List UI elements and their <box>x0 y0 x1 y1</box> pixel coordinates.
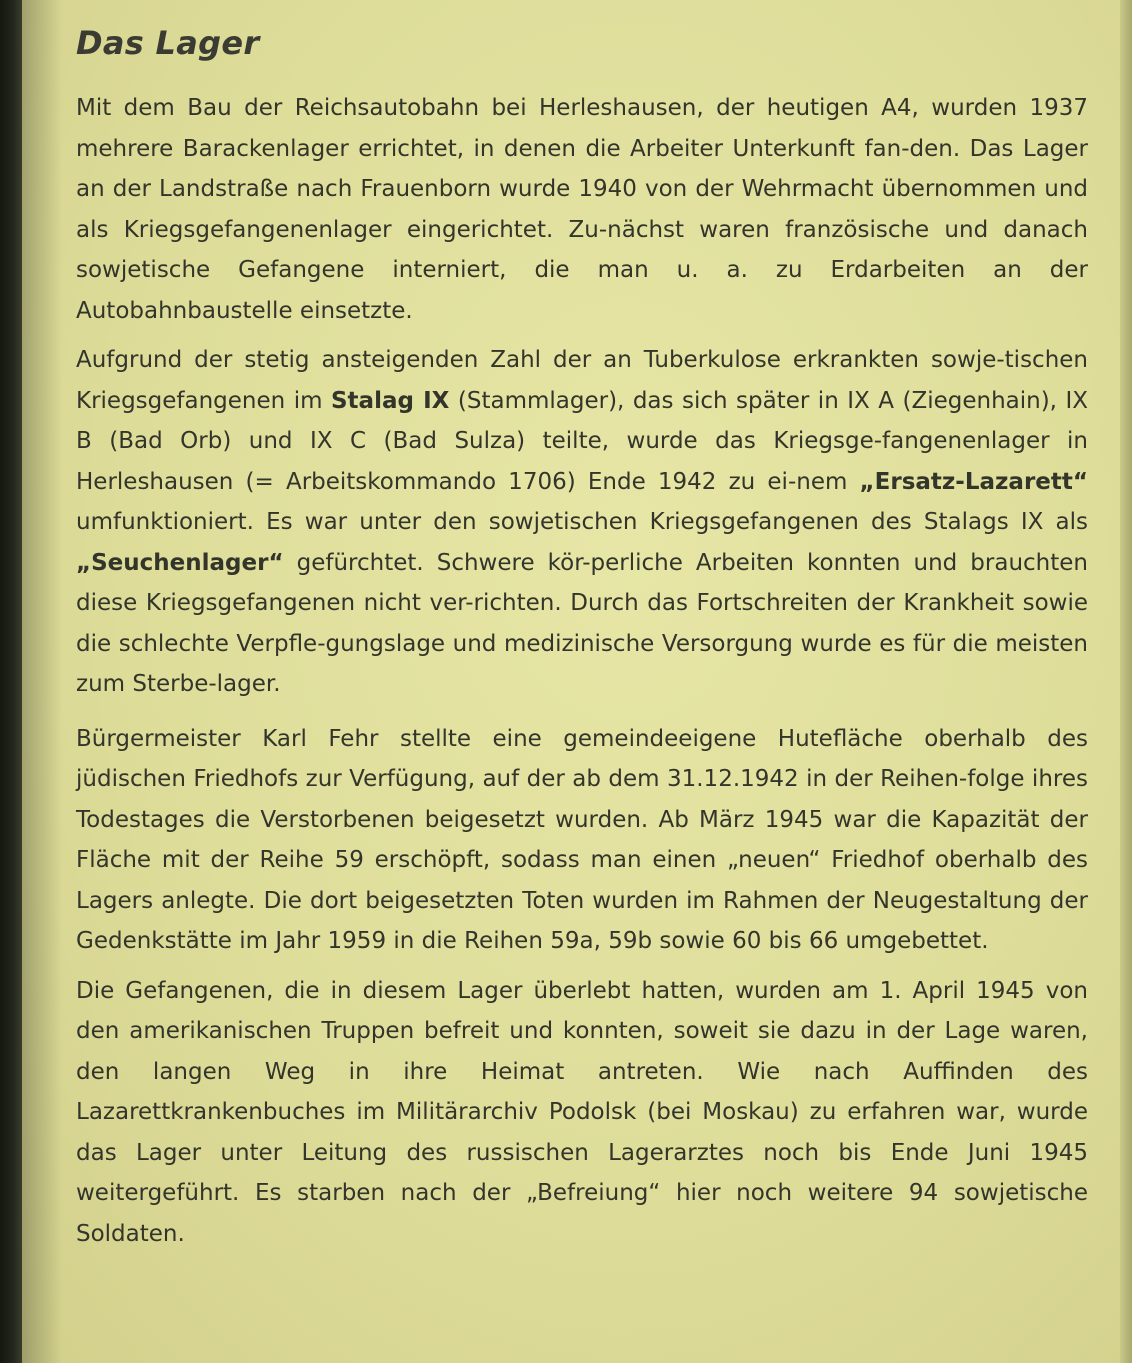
paragraph-3: Bürgermeister Karl Fehr stellte eine gemeindeeigene Hutefläche oberhalb des jüdischen Friedhofs zur Verfügung, auf der ab dem 31.12.1942 in der Reihen-folge ihres Todestages die Verstorbenen beigesetzt wurden. Ab März 1945 war die Kapazität der Fläche mit der Reihe 59 erschöpft, sodass man einen „neuen“ Friedhof oberhalb des Lagers anlegte. Die dort beigesetzten Toten wurden im Rahmen der Neugestaltung der Gedenkstätte im Jahr 1959 in die Reihen 59a, 59b sowie 60 bis 66 umgebettet. <box>76 725 1088 954</box>
paragraph-4: Die Gefangenen, die in diesem Lager überlebt hatten, wurden am 1. April 1945 von den amerikanischen Truppen befreit und konnten, soweit sie dazu in der Lage waren, den langen Weg in ihre Heimat antreten. Wie nach Auffinden des Lazarettkrankenbuches im Militärarchiv Podolsk (bei Moskau) zu erfahren war, wurde das Lager unter Leitung des russischen Lagerarztes noch bis Ende Juni 1945 weitergeführt. Es starben nach der „Befreiung“ hier noch weitere 94 sowjetische Soldaten. <box>76 977 1088 1247</box>
sign-frame-left <box>0 0 22 1363</box>
bold-term-stalag: Stalag IX <box>330 387 450 414</box>
paragraph-2-part-4: gefürchtet. Schwere kör-perliche Arbeiten konnten und brauchten diese Kriegsgefangenen nicht ver-richten. Durch das Fortschreiten der Krankheit sowie die schlechte Verpfle-gungslage und medizinische Versorgung wurde es für die meisten zum Sterbe-lager. <box>76 549 1088 697</box>
bold-term-seuchenlager: „Seuchenlager“ <box>76 549 284 576</box>
paragraph-2-part-3: umfunktioniert. Es war unter den sowjetischen Kriegsgefangenen des Stalags IX als <box>76 509 1088 535</box>
bold-term-ersatz-lazarett: „Ersatz-Lazarett“ <box>859 468 1088 495</box>
info-sign-panel <box>22 0 1120 1363</box>
paragraph-1: Mit dem Bau der Reichsautobahn bei Herleshausen, der heutigen A4, wurden 1937 mehrere Barackenlager errichtet, in denen die Arbeiter Unterkunft fan-den. Das Lager an der Landstraße nach Frauenborn wurde 1940 von der Wehrmacht übernommen und als Kriegsgefangenenlager eingerichtet. Zu-nächst waren französische und danach sowjetische Gefangene interniert, die man u. a. zu Erdarbeiten an der Autobahnbaustelle einsetzte. <box>76 95 1088 324</box>
paragraph-2-part-2: (Stammlager), das sich später in IX A (Ziegenhain), IX B (Bad Orb) und IX C (Bad Sulza) teilte, wurde das Kriegsge-fangenenlager in Herleshausen (= Arbeitskommando 1706) Ende 1942 zu ei-nem <box>76 387 1089 495</box>
sign-title: Das Lager <box>76 24 260 62</box>
sign-frame-right <box>1120 0 1132 1363</box>
paragraph-2-part-1: Aufgrund der stetig ansteigenden Zahl der an Tuberkulose erkrankten sowje-tischen Kriegsgefangenen im <box>76 347 1088 414</box>
paragraph-2 <box>76 340 1088 705</box>
sign-content <box>76 24 1088 1263</box>
